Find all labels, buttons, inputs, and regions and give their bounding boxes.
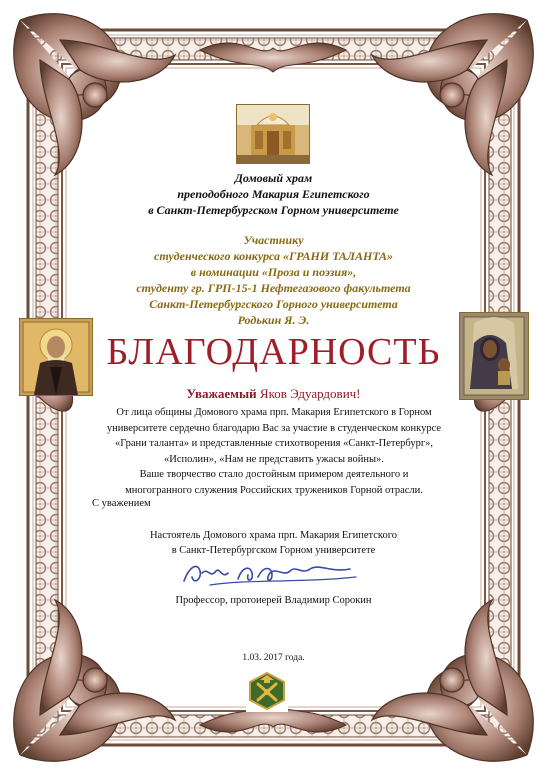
saint-icon-painting [19, 318, 93, 396]
rector-block [100, 528, 447, 558]
header-line: преподобного Макария Египетского [177, 187, 370, 201]
regards: С уважением [92, 498, 151, 509]
recipient-line: студенческого конкурса «ГРАНИ ТАЛАНТА» [154, 249, 393, 263]
body-line: многогранного служения Российских тружеников Горной отрасли. [125, 484, 423, 496]
rector-line: Настоятель Домового храма прп. Макария Египетского [149, 530, 398, 541]
church-header [120, 170, 427, 218]
theotokos-icon-painting [459, 312, 529, 400]
recipient-line: в номинации «Проза и поэзия», [190, 265, 357, 279]
recipient-line: студенту гр. ГРП-15-1 Нефтегазового факультета [136, 281, 411, 295]
body-line: «Исполин», «Нам не представить ужасы войны». [164, 453, 384, 465]
header-line: в Санкт-Петербургском Горном университете [148, 203, 399, 217]
date: 1.03. 2017 года. [242, 653, 305, 663]
greeting-word: Уважаемый [186, 386, 257, 401]
body-line: От лица общины Домового храма прп. Макария Египетского в Горном [116, 407, 432, 418]
church-interior-photo [236, 104, 310, 164]
recipient-block [95, 232, 452, 328]
body-line: «Грани таланта» и представленные стихотворения «Санкт-Петербург», [114, 438, 434, 449]
mining-university-emblem [246, 670, 288, 712]
body-text [88, 405, 460, 498]
recipient-line: Родькин Я. Э. [237, 313, 310, 327]
signer-title: Профессор, протоиерей Владимир Сорокин [175, 595, 372, 606]
handwritten-signature [180, 557, 360, 593]
certificate-title: БЛАГОДАРНОСТЬ [106, 331, 441, 373]
greeting [90, 386, 457, 402]
rector-line: в Санкт-Петербургском Горном университете [171, 545, 376, 556]
recipient-line: Санкт-Петербургского Горного университета [149, 297, 398, 311]
body-line: Ваше творчество стало достойным примером деятельного и [139, 469, 409, 480]
recipient-line: Участнику [243, 233, 304, 247]
header-line: Домовый храм [234, 171, 313, 185]
greeting-name: Яков Эдуардович! [259, 386, 361, 401]
body-line: университете сердечно благодарю Вас за участие в студенческом конкурсе [106, 422, 442, 434]
